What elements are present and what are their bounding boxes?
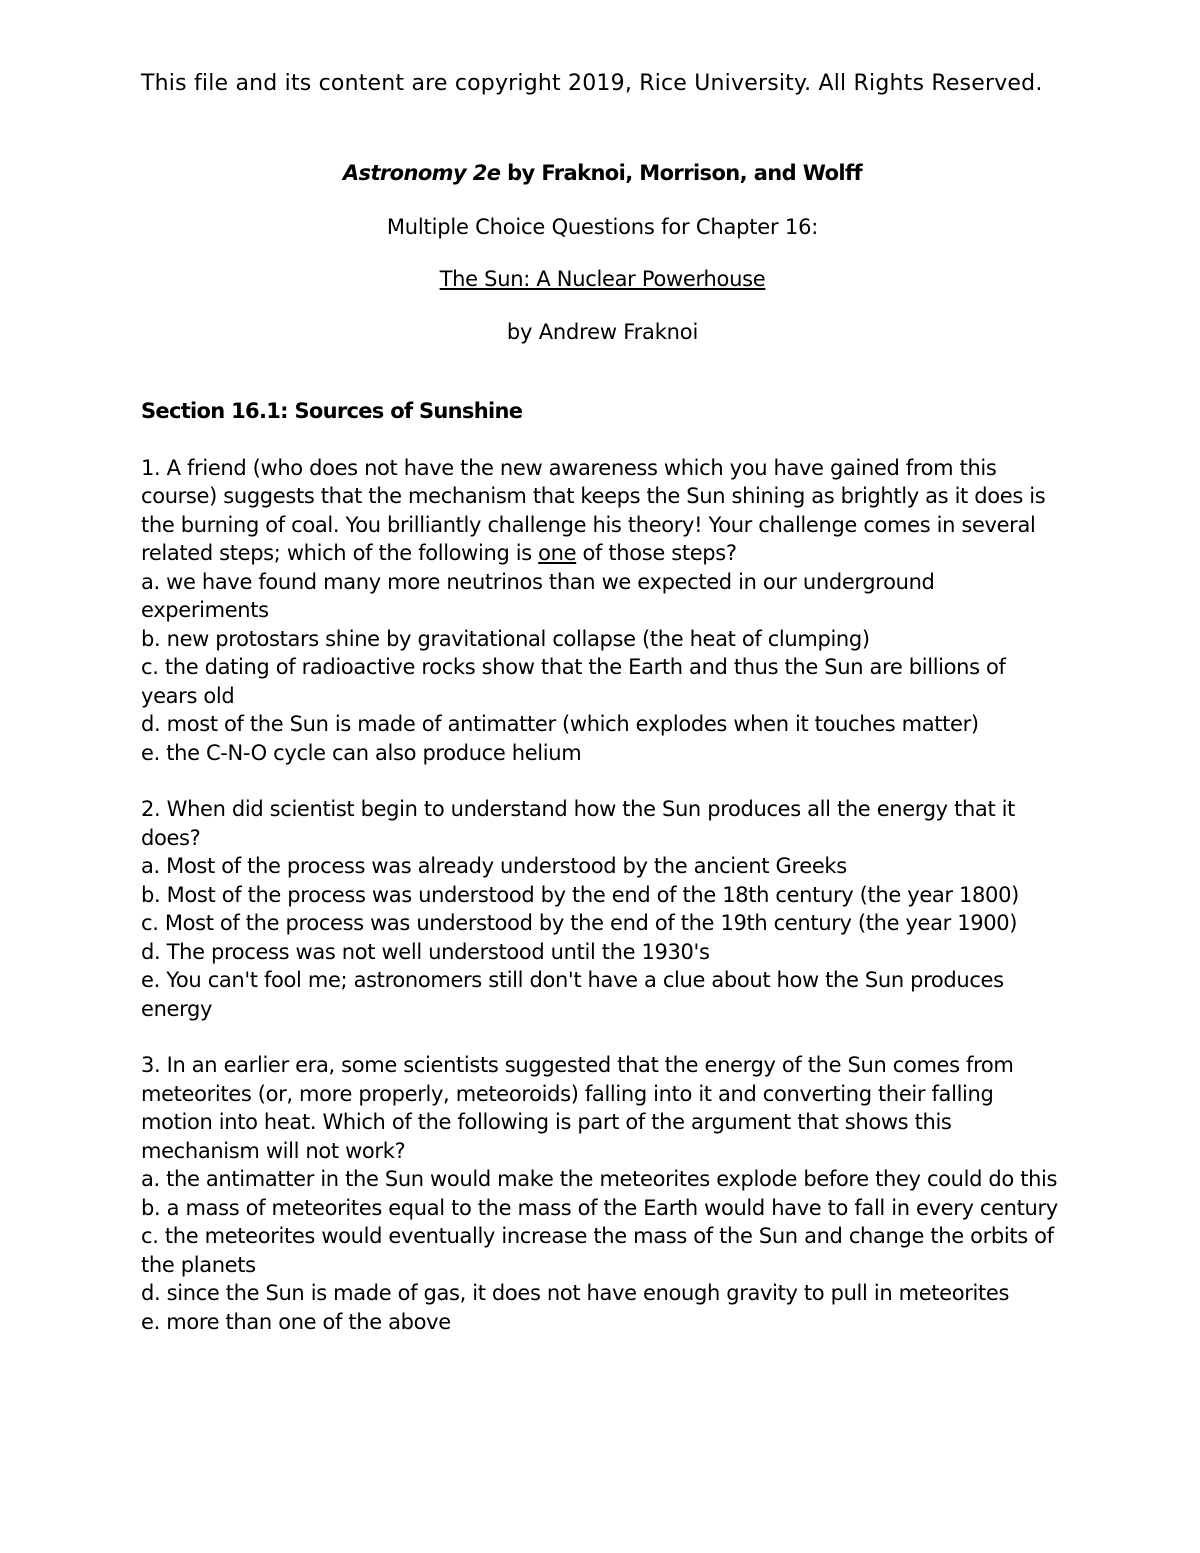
question-stem: 3. In an earlier era, some scientists suggested that the energy of the Sun comes from meteorites (or, more properly, meteoroids) falling into it and converting their falling motion into heat. Which of the following is part of the argument that shows this mechanism will not work?	[141, 1053, 1014, 1163]
answer-choice-a: a. the antimatter in the Sun would make the meteorites explode before they could do this	[141, 1167, 1058, 1191]
answer-choice-b: b. a mass of meteorites equal to the mass of the Earth would have to fall in every century	[141, 1195, 1058, 1220]
section-heading: Section 16.1: Sources of Sunshine	[141, 399, 523, 423]
book-title-authors: by Fraknoi, Morrison, and Wolff	[500, 161, 863, 185]
answer-choice-a: a. we have found many more neutrinos than we expected in our underground experiments	[141, 569, 935, 622]
answer-choices	[141, 852, 1066, 1023]
question-stem: 2. When did scientist begin to understand how the Sun produces all the energy that it does?	[141, 797, 1016, 850]
answer-choice-c: c. the meteorites would eventually increase the mass of the Sun and change the orbits of the planets	[141, 1224, 1054, 1277]
author-line: by Andrew Fraknoi	[506, 319, 699, 344]
question-1	[141, 454, 1066, 768]
answer-choice-e: e. more than one of the above	[141, 1309, 451, 1334]
answer-choice-d: d. most of the Sun is made of antimatter (which explodes when it touches matter)	[141, 712, 979, 736]
question-stem	[141, 454, 1066, 568]
answer-choice-a: a. Most of the process was already understood by the ancient Greeks	[141, 854, 847, 878]
answer-choice-b: b. new protostars shine by gravitational collapse (the heat of clumping)	[141, 626, 870, 651]
question-2	[141, 795, 1066, 1023]
chapter-title: The Sun: A Nuclear Powerhouse	[439, 267, 766, 291]
question-stem-text: 1. A friend (who does not have the new awareness which you have gained from this course) suggests that the mechanism that keeps the Sun shining as brightly as it does is the burning of coal. You brilliantly challenge his theory! Your challenge comes in several related steps; which of the following is	[141, 455, 1046, 565]
answer-choices	[141, 568, 1066, 768]
document-page	[141, 70, 1066, 1336]
answer-choice-e: e. the C-N-O cycle can also produce helium	[141, 740, 582, 765]
answer-choices	[141, 1165, 1066, 1336]
answer-choice-e: e. You can't fool me; astronomers still don't have a clue about how the Sun produces energy	[141, 968, 1004, 1021]
book-title-italic: Astronomy 2e	[342, 161, 501, 185]
question-stem-text-end: of those steps?	[576, 541, 737, 565]
question-stem-emphasis: one	[538, 541, 577, 565]
answer-choice-d: d. The process was not well understood until the 1930's	[141, 939, 710, 964]
chapter-subtitle: Multiple Choice Questions for Chapter 16:	[386, 214, 819, 239]
answer-choice-b: b. Most of the process was understood by the end of the 18th century (the year 1800)	[141, 882, 1019, 907]
question-3	[141, 1051, 1066, 1336]
book-title	[139, 159, 1066, 188]
answer-choice-c: c. the dating of radioactive rocks show that the Earth and thus the Sun are billions of years old	[141, 655, 1006, 708]
answer-choice-c: c. Most of the process was understood by the end of the 19th century (the year 1900)	[141, 911, 1018, 935]
copyright-notice: This file and its content are copyright 2019, Rice University. All Rights Reserved.	[141, 71, 1043, 96]
answer-choice-d: d. since the Sun is made of gas, it does not have enough gravity to pull in meteorites	[141, 1281, 1010, 1305]
